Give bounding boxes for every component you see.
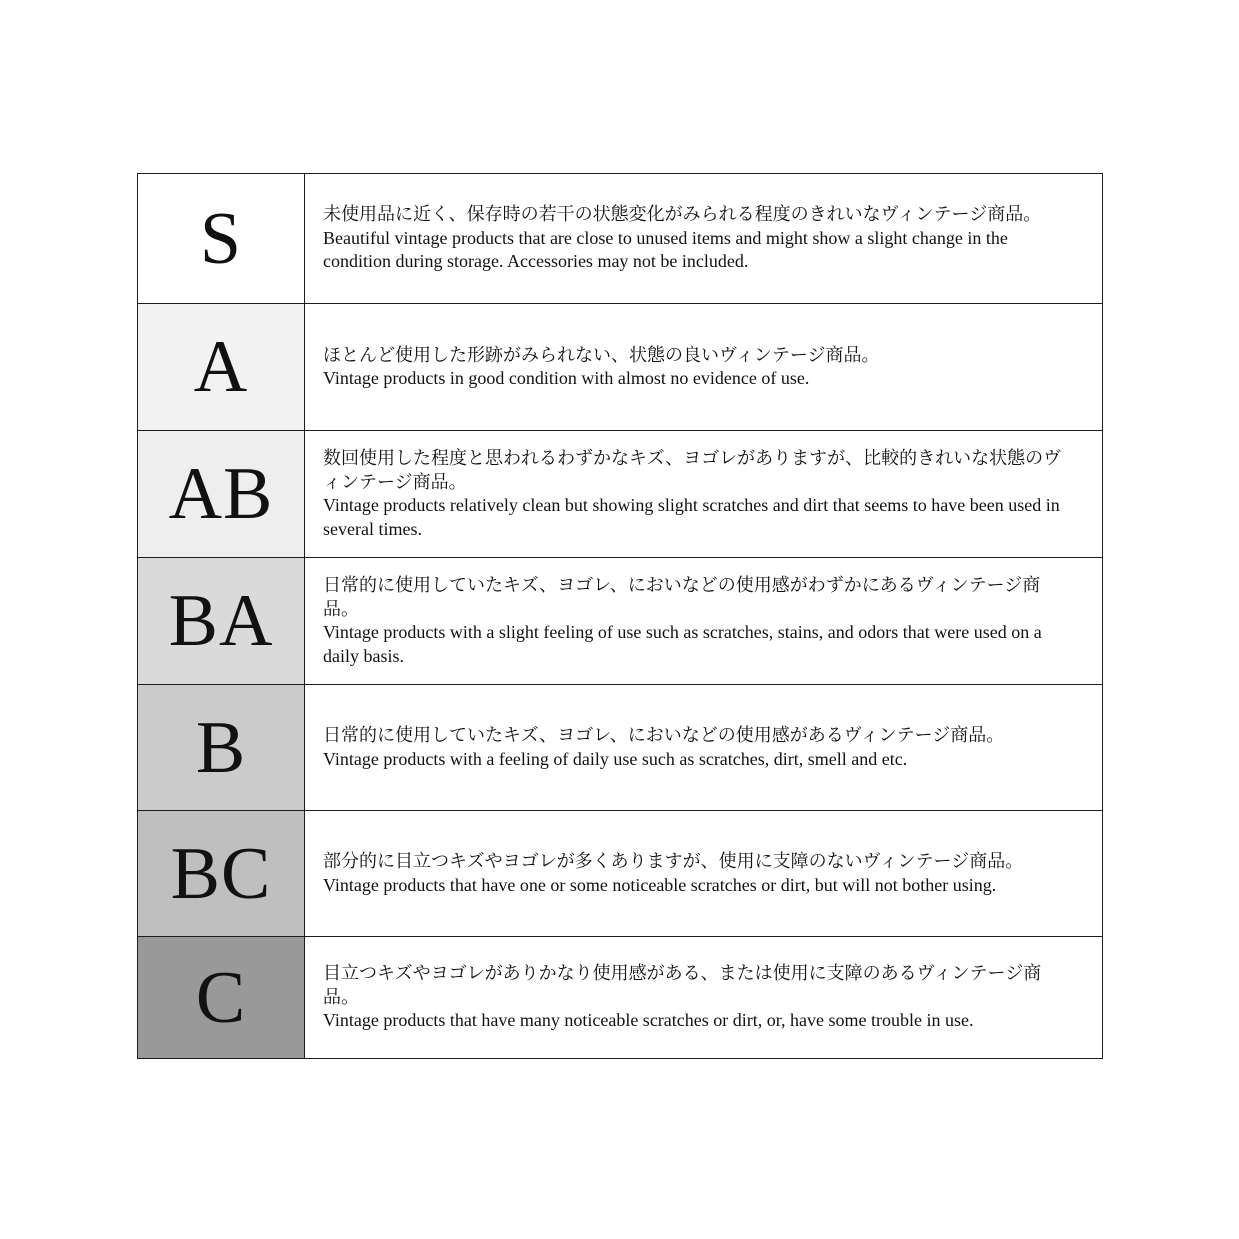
grade-letter: A — [193, 326, 249, 408]
description-japanese: 数回使用した程度と思われるわずかなキズ、ヨゴレがありますが、比較的きれいな状態のヴィンテージ商品。 — [323, 448, 1062, 492]
grade-description-cell — [305, 937, 1102, 1058]
table-row-s — [138, 174, 1102, 303]
grade-letter: BA — [168, 580, 274, 662]
grade-description-cell — [305, 431, 1102, 557]
description-english: Vintage products in good condition with almost no evidence of use. — [323, 368, 810, 388]
description-japanese: 部分的に目立つキズやヨゴレが多くありますが、使用に支障のないヴィンテージ商品。 — [323, 851, 1024, 871]
grade-description-cell — [305, 811, 1102, 936]
description-english: Vintage products that have one or some noticeable scratches or dirt, but will not bother using. — [323, 874, 997, 895]
grade-cell-ab — [138, 431, 305, 557]
grade-letter: B — [195, 706, 247, 789]
grade-description-cell — [305, 174, 1102, 303]
description-english: Vintage products with a slight feeling of use such as scratches, stains, and odors that were used on a daily basis. — [323, 622, 1042, 666]
description-japanese: 目立つキズやヨゴレがありかなり使用感がある、または使用に支障のあるヴィンテージ商品。 — [323, 963, 1042, 1007]
table-row-ab — [138, 430, 1102, 557]
grade-cell-b — [138, 685, 305, 810]
table-row-a — [138, 303, 1102, 430]
description-english: Vintage products relatively clean but showing slight scratches and dirt that seems to have been used in several times. — [323, 495, 1060, 539]
grade-cell-a — [138, 304, 305, 430]
grade-description-cell — [305, 685, 1102, 810]
grade-letter: AB — [168, 453, 274, 535]
description-english: Vintage products that have many noticeable scratches or dirt, or, have some trouble in use. — [323, 1010, 974, 1031]
grade-description-cell — [305, 304, 1102, 430]
condition-grade-table — [137, 173, 1103, 1059]
grade-letter: C — [195, 956, 247, 1039]
description-japanese: 日常的に使用していたキズ、ヨゴレ、においなどの使用感があるヴィンテージ商品。 — [323, 725, 1005, 745]
table-row-bc — [138, 810, 1102, 936]
table-row-b — [138, 684, 1102, 810]
table-row-ba — [138, 557, 1102, 684]
description-japanese: 日常的に使用していたキズ、ヨゴレ、においなどの使用感がわずかにあるヴィンテージ商品。 — [323, 575, 1041, 619]
description-japanese: 未使用品に近く、保存時の若干の状態変化がみられる程度のきれいなヴィンテージ商品。 — [323, 204, 1042, 225]
grade-description-cell — [305, 558, 1102, 684]
grade-letter: BC — [170, 832, 272, 915]
description-english: Vintage products with a feeling of daily use such as scratches, dirt, smell and etc. — [323, 748, 908, 769]
grade-cell-bc — [138, 811, 305, 936]
grade-cell-c — [138, 937, 305, 1058]
grade-cell-s — [138, 174, 305, 303]
description-english: Beautiful vintage products that are close to unused items and might show a slight change in the condition during storage. Accessories may not be included. — [323, 227, 1008, 272]
table-row-c — [138, 936, 1102, 1058]
description-japanese: ほとんど使用した形跡がみられない、状態の良いヴィンテージ商品。 — [323, 344, 880, 365]
grade-cell-ba — [138, 558, 305, 684]
grade-letter: S — [199, 197, 243, 280]
